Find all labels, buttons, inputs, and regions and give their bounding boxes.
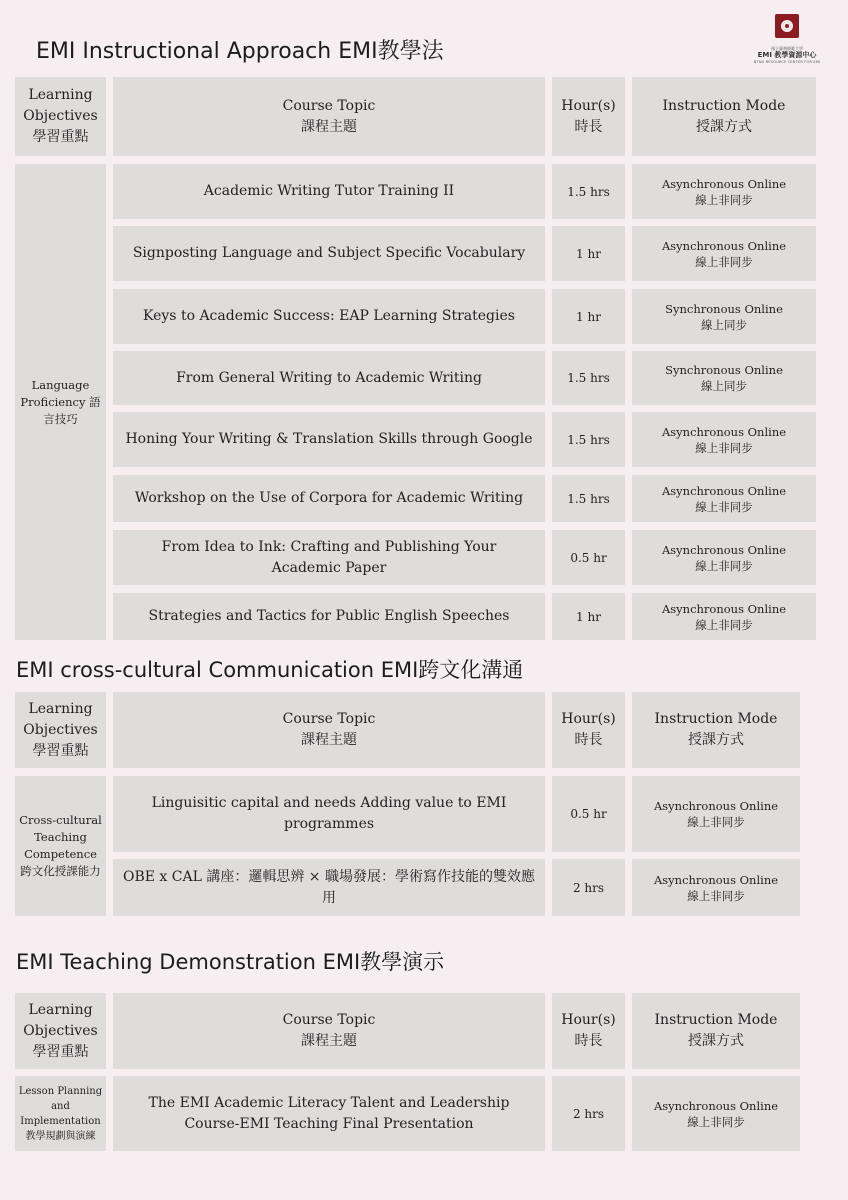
table-row-mode bbox=[632, 776, 800, 852]
table-row-hours: 2 hrs bbox=[552, 1076, 625, 1151]
table-row-topic: Academic Writing Tutor Training II bbox=[113, 164, 545, 219]
header-hours-zh: 時長 bbox=[574, 118, 603, 135]
mode-en: Synchronous Online bbox=[665, 363, 783, 377]
header-mode-zh: 授課方式 bbox=[687, 732, 744, 748]
table-row-topic: The EMI Academic Literacy Talent and Leadership Course-EMI Teaching Final Presentation bbox=[113, 1076, 545, 1151]
center-logo bbox=[752, 14, 822, 65]
logo-sub-text: NTNU RESOURCE CENTER FOR EMI bbox=[753, 60, 821, 64]
table-row-mode bbox=[632, 475, 816, 522]
header-objectives bbox=[15, 77, 106, 156]
header-objectives-zh: 學習重點 bbox=[32, 742, 89, 759]
mode-en: Asynchronous Online bbox=[661, 424, 787, 439]
table-row-hours: 1.5 hrs bbox=[552, 351, 625, 405]
header-mode-en: Instruction Mode bbox=[654, 711, 778, 727]
header-objectives bbox=[15, 993, 106, 1069]
table-row-mode bbox=[632, 593, 816, 640]
header-objectives-zh: 學習重點 bbox=[32, 129, 89, 145]
table-row-hours: 0.5 hr bbox=[552, 530, 625, 585]
table-row-hours: 2 hrs bbox=[552, 859, 625, 916]
table-row-topic: Strategies and Tactics for Public English Speeches bbox=[113, 593, 545, 640]
mode-en: Asynchronous Online bbox=[653, 799, 779, 813]
header-objectives-en: Learning Objectives bbox=[23, 1001, 98, 1039]
header-topic-en: Course Topic bbox=[282, 711, 376, 727]
mode-en: Asynchronous Online bbox=[653, 872, 779, 887]
mode-en: Synchronous Online bbox=[665, 301, 783, 316]
objective-language-proficiency: Language Proficiency 語言技巧 bbox=[15, 164, 106, 640]
table-row-topic: From General Writing to Academic Writing bbox=[113, 351, 545, 405]
mode-zh: 線上非同步 bbox=[687, 888, 745, 903]
mode-zh: 線上非同步 bbox=[695, 440, 753, 455]
mode-zh: 線上非同步 bbox=[687, 815, 745, 829]
mode-en: Asynchronous Online bbox=[653, 1098, 779, 1113]
section-title-cross-cultural: EMI cross-cultural Communication EMI跨文化溝通 bbox=[16, 658, 524, 682]
header-topic-en: Course Topic bbox=[282, 1012, 376, 1028]
header-mode bbox=[632, 692, 800, 768]
header-topic-zh: 課程主題 bbox=[300, 732, 357, 748]
header-topic-zh: 課程主題 bbox=[300, 118, 357, 135]
header-mode-en: Instruction Mode bbox=[654, 1012, 778, 1028]
table-row-hours: 1.5 hrs bbox=[552, 164, 625, 219]
header-topic-zh: 課程主題 bbox=[300, 1033, 357, 1049]
table-row-topic: Honing Your Writing & Translation Skills through Google bbox=[113, 412, 545, 467]
objective-cross-cultural-competence: Cross-cultural Teaching Competence 跨文化授課能力 bbox=[15, 776, 106, 916]
mode-zh: 線上同步 bbox=[701, 317, 747, 332]
header-hours-zh: 時長 bbox=[574, 732, 603, 748]
table-row-mode bbox=[632, 859, 800, 916]
logo-university-text: 國立臺灣師範大學 bbox=[771, 46, 803, 51]
table-row-hours: 0.5 hr bbox=[552, 776, 625, 852]
header-hours bbox=[552, 993, 625, 1069]
table-row-mode bbox=[632, 226, 816, 281]
header-hours-en: Hour(s) bbox=[561, 711, 616, 727]
objective-lesson-planning: Lesson Planning and Implementation 教學規劃與演練 bbox=[15, 1076, 106, 1151]
header-objectives bbox=[15, 692, 106, 768]
header-hours-en: Hour(s) bbox=[561, 1012, 616, 1028]
table-row-mode bbox=[632, 351, 816, 405]
header-hours bbox=[552, 77, 625, 156]
table-row-hours: 1.5 hrs bbox=[552, 475, 625, 522]
header-hours-en: Hour(s) bbox=[561, 97, 616, 114]
table-row-topic: From Idea to Ink: Crafting and Publishing Your Academic Paper bbox=[113, 530, 545, 585]
table-row-topic: Signposting Language and Subject Specific Vocabulary bbox=[113, 226, 545, 281]
table-row-hours: 1 hr bbox=[552, 289, 625, 344]
section-title-instructional-approach: EMI Instructional Approach EMI教學法 bbox=[36, 39, 444, 64]
mode-en: Asynchronous Online bbox=[661, 176, 787, 191]
table-row-topic: Keys to Academic Success: EAP Learning Strategies bbox=[113, 289, 545, 344]
header-topic-en: Course Topic bbox=[282, 97, 376, 114]
table-row-topic: Workshop on the Use of Corpora for Academic Writing bbox=[113, 475, 545, 522]
section-title-teaching-demonstration: EMI Teaching Demonstration EMI教學演示 bbox=[16, 950, 445, 974]
mode-en: Asynchronous Online bbox=[661, 601, 787, 616]
logo-icon bbox=[773, 14, 801, 40]
mode-zh: 線上同步 bbox=[701, 379, 747, 393]
table-row-mode bbox=[632, 164, 816, 219]
header-topic bbox=[113, 692, 545, 768]
header-mode-en: Instruction Mode bbox=[662, 97, 786, 114]
mode-zh: 線上非同步 bbox=[695, 254, 753, 269]
table-row-mode bbox=[632, 289, 816, 344]
mode-zh: 線上非同步 bbox=[695, 499, 753, 514]
header-objectives-zh: 學習重點 bbox=[32, 1043, 89, 1060]
table-row-hours: 1 hr bbox=[552, 593, 625, 640]
header-hours-zh: 時長 bbox=[574, 1033, 603, 1049]
table-row-hours: 1.5 hrs bbox=[552, 412, 625, 467]
table-row-mode bbox=[632, 412, 816, 467]
logo-main-text: EMI 教學資源中心 bbox=[757, 51, 817, 59]
table-row-topic: Linguisitic capital and needs Adding value to EMI programmes bbox=[113, 776, 545, 852]
mode-zh: 線上非同步 bbox=[695, 617, 753, 632]
header-mode bbox=[632, 77, 816, 156]
header-mode-zh: 授課方式 bbox=[695, 118, 752, 135]
table-row-mode bbox=[632, 1076, 800, 1151]
mode-en: Asynchronous Online bbox=[661, 238, 787, 253]
mode-en: Asynchronous Online bbox=[661, 542, 787, 557]
header-hours bbox=[552, 692, 625, 768]
table-row-hours: 1 hr bbox=[552, 226, 625, 281]
header-topic bbox=[113, 993, 545, 1069]
header-objectives-en: Learning Objectives bbox=[23, 87, 98, 124]
table-row-topic: OBE x CAL 講座：邏輯思辨 × 職場發展：學術寫作技能的雙效應用 bbox=[113, 859, 545, 916]
mode-zh: 線上非同步 bbox=[687, 1114, 745, 1129]
mode-en: Asynchronous Online bbox=[661, 483, 787, 498]
header-mode-zh: 授課方式 bbox=[687, 1033, 744, 1049]
header-mode bbox=[632, 993, 800, 1069]
table-row-mode bbox=[632, 530, 816, 585]
header-topic bbox=[113, 77, 545, 156]
header-objectives-en: Learning Objectives bbox=[23, 700, 98, 738]
mode-zh: 線上非同步 bbox=[695, 558, 753, 573]
mode-zh: 線上非同步 bbox=[695, 192, 753, 207]
